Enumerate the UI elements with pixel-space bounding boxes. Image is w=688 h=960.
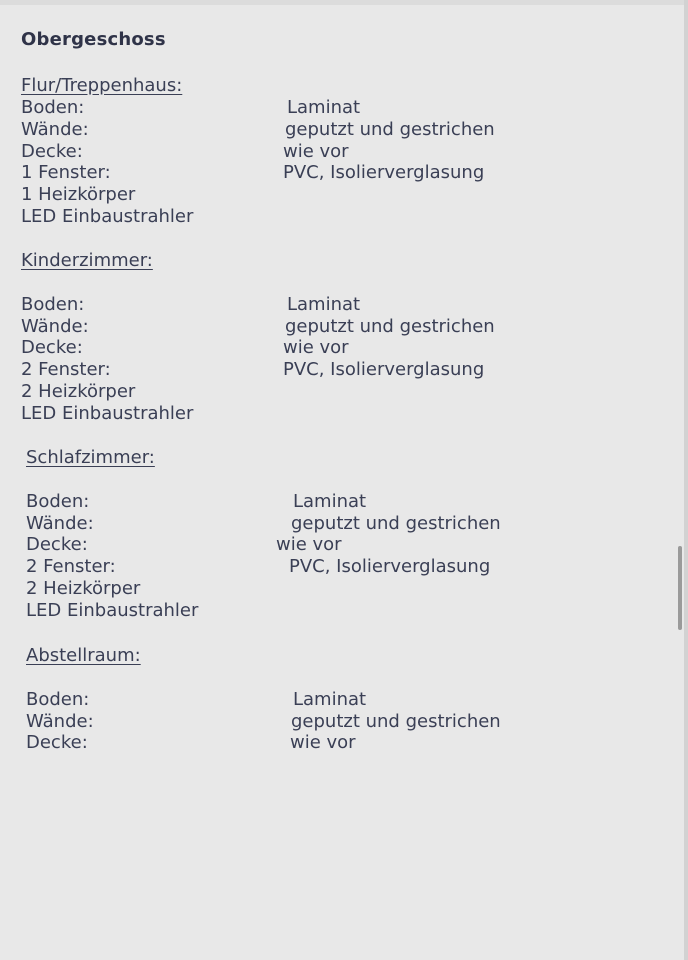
scrollbar-thumb[interactable]	[678, 546, 682, 630]
row-label: 1 Fenster:	[21, 162, 111, 184]
section-heading: Abstellraum:	[26, 645, 141, 666]
row-label: Decke:	[26, 732, 88, 754]
row-value: PVC, Isolierverglasung	[289, 556, 491, 578]
page-title: Obergeschoss	[21, 29, 166, 50]
row-boden	[21, 293, 361, 316]
row-label: Decke:	[21, 337, 83, 359]
section-heading: Schlafzimmer:	[26, 447, 155, 468]
row-label: 1 Heizkörper	[21, 184, 136, 206]
row-value: geputzt und gestrichen	[291, 710, 501, 732]
row-fenster	[21, 359, 485, 381]
row-waende	[21, 315, 495, 338]
row-label: 2 Fenster:	[26, 556, 116, 578]
row-waende	[26, 512, 501, 535]
row-value: geputzt und gestrichen	[285, 118, 495, 140]
row-value: Laminat	[287, 293, 361, 315]
row-value: Laminat	[287, 97, 361, 118]
row-value: wie vor	[290, 732, 356, 754]
row-label: Boden:	[26, 490, 90, 512]
row-value: wie vor	[283, 337, 349, 359]
row-decke	[26, 732, 356, 754]
row-value: Laminat	[293, 490, 367, 512]
row-led	[21, 205, 194, 228]
row-fenster	[26, 556, 491, 578]
row-label: Boden:	[21, 97, 85, 118]
row-label: 2 Fenster:	[21, 359, 111, 381]
row-decke	[21, 140, 349, 163]
row-decke	[26, 534, 342, 556]
row-label: 2 Heizkörper	[21, 380, 136, 402]
row-value: PVC, Isolierverglasung	[283, 359, 485, 381]
row-boden	[26, 490, 367, 513]
row-label: LED Einbaustrahler	[26, 599, 199, 621]
section-heading: Kinderzimmer:	[21, 250, 153, 271]
row-value: wie vor	[276, 534, 342, 556]
row-label: Wände:	[26, 710, 94, 732]
row-heizkoerper	[21, 381, 153, 403]
row-heizkoerper	[26, 578, 155, 600]
row-label: Boden:	[26, 688, 90, 710]
row-label: Decke:	[26, 534, 88, 556]
row-boden	[21, 97, 361, 119]
row-value: wie vor	[283, 140, 349, 162]
row-label: Wände:	[21, 118, 89, 140]
row-waende	[26, 710, 501, 733]
section-abstellraum	[26, 645, 501, 754]
row-fenster	[21, 162, 485, 184]
section-flur-treppenhaus	[21, 75, 495, 228]
row-label: Boden:	[21, 293, 85, 315]
row-led	[21, 402, 194, 425]
row-label: Wände:	[26, 512, 94, 534]
row-label: 2 Heizkörper	[26, 577, 141, 599]
row-value: geputzt und gestrichen	[291, 512, 501, 534]
row-boden	[26, 688, 367, 711]
row-value: Laminat	[293, 688, 367, 710]
row-label: LED Einbaustrahler	[21, 402, 194, 424]
section-heading: Flur/Treppenhaus:	[21, 75, 183, 96]
section-kinderzimmer	[21, 250, 495, 425]
page-edge	[684, 0, 688, 960]
row-label: Wände:	[21, 315, 89, 337]
row-label: Decke:	[21, 140, 83, 162]
row-decke	[21, 337, 349, 359]
row-label: LED Einbaustrahler	[21, 205, 194, 227]
row-value: PVC, Isolierverglasung	[283, 162, 485, 184]
row-heizkoerper	[21, 184, 182, 206]
row-value: geputzt und gestrichen	[285, 315, 495, 337]
row-led	[26, 599, 199, 622]
row-waende	[21, 118, 495, 141]
section-schlafzimmer	[26, 447, 501, 622]
